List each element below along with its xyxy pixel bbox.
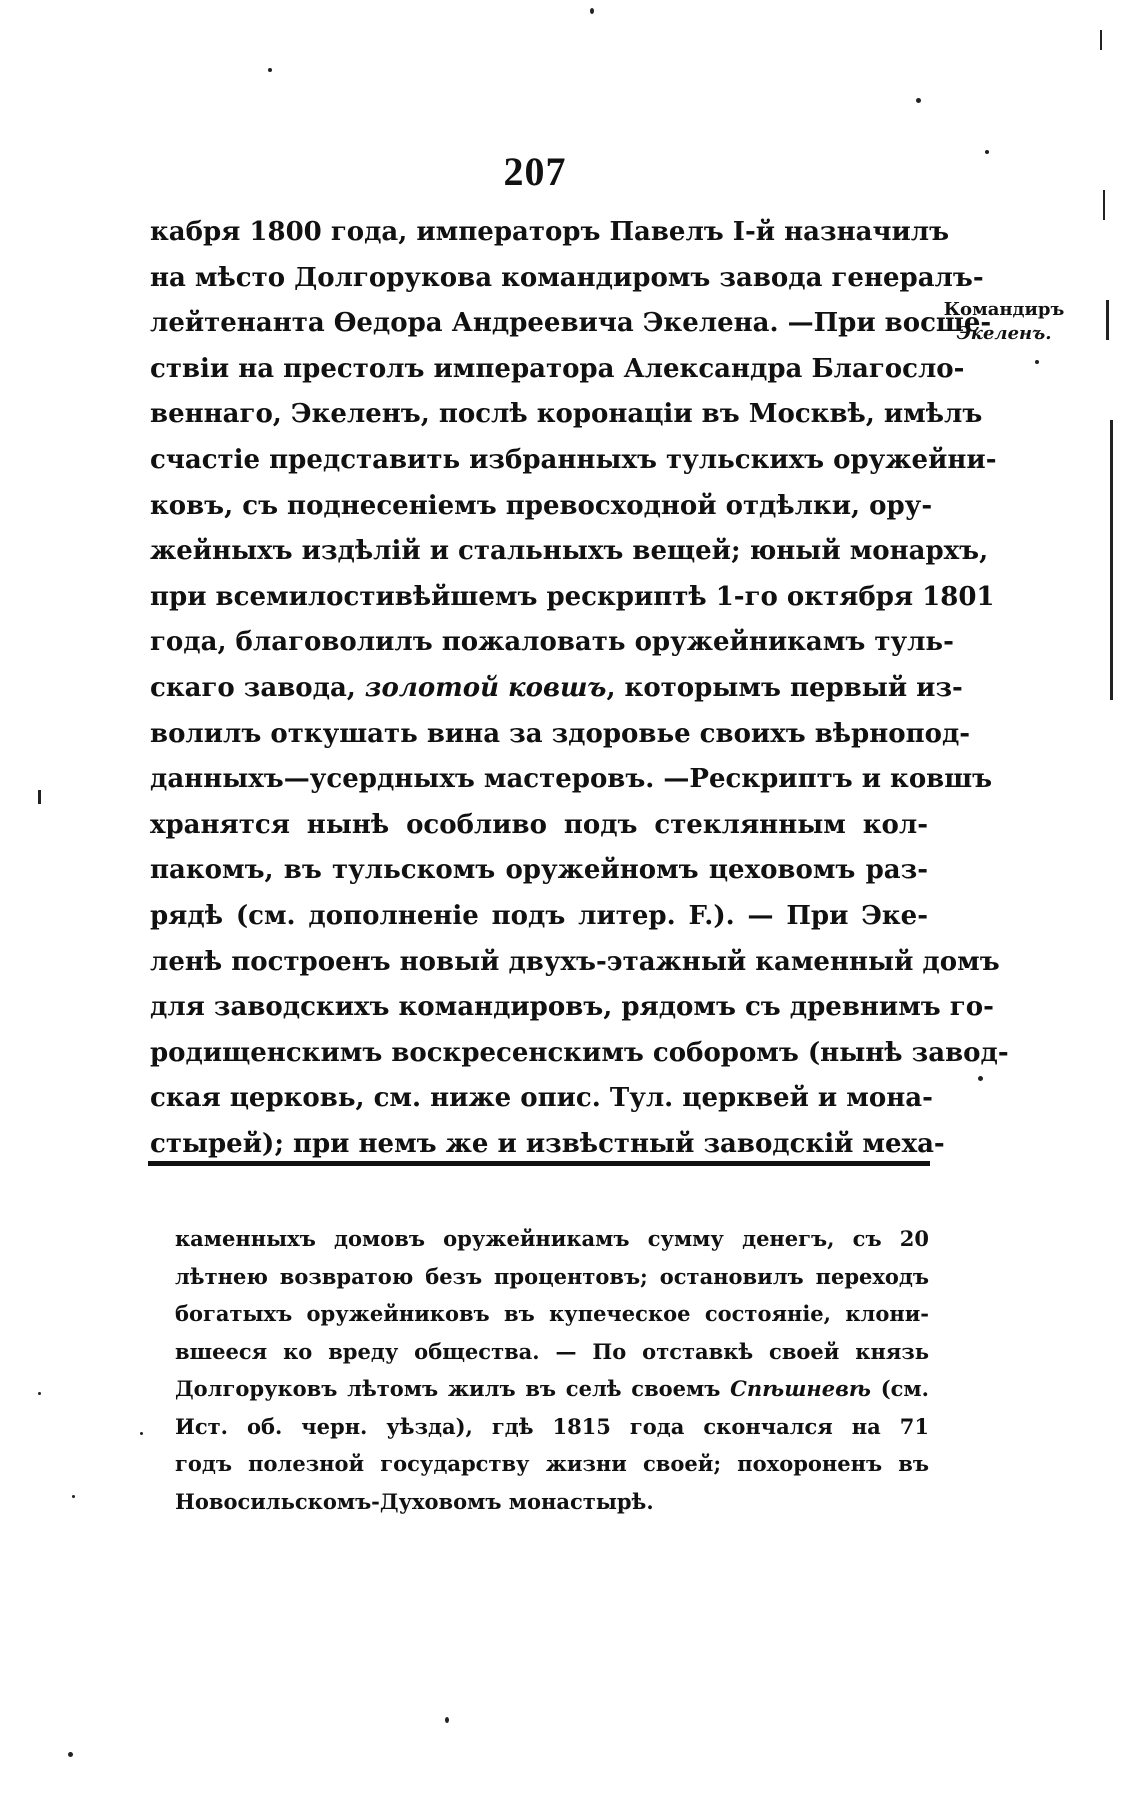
scan-edge-mark [1103, 190, 1105, 220]
scan-edge-mark [1110, 420, 1113, 700]
main-text-line: при всемилостивѣйшемъ рескриптѣ 1-го октября 1801 [150, 581, 995, 612]
scan-speck [38, 1392, 41, 1395]
main-text-line: стырей); при немъ же и извѣстный заводскій меха- [150, 1128, 945, 1159]
scan-edge-mark [1100, 30, 1102, 50]
footnote-line-italic [175, 1370, 929, 1408]
main-text-line: хранятся нынѣ особливо подъ стеклянным кол- [150, 809, 928, 840]
footnote-block [175, 1220, 929, 1520]
scan-speck [445, 1717, 449, 1723]
scan-edge-mark [1106, 300, 1109, 340]
main-text-line: года, благоволилъ пожаловать оружейникамъ туль- [150, 627, 954, 658]
footnote-line: годъ полезной государству жизни своей; похороненъ въ [175, 1451, 929, 1476]
scan-speck [916, 98, 921, 103]
margin-note-line: Экеленъ. [956, 323, 1052, 344]
main-text-line: родищенскимъ воскресенскимъ соборомъ (нынѣ завод- [150, 1037, 1009, 1068]
footnote-line: Ист. об. черн. уѣзда), гдѣ 1815 года скончался на 71 [175, 1413, 929, 1439]
main-text-line: кабря 1800 года, императоръ Павелъ І-й назначилъ [150, 217, 950, 247]
main-text-line: данныхъ—усердныхъ мастеровъ. —Рескриптъ и ковшъ [150, 764, 993, 795]
main-text-line: веннаго, Экеленъ, послѣ коронаціи въ Москвѣ, имѣлъ [150, 399, 983, 430]
text-segment: , которымъ первый из- [606, 672, 963, 703]
page-number: 207 [503, 149, 567, 194]
main-text-line: для заводскихъ командировъ, рядомъ съ древнимъ го- [150, 992, 994, 1023]
footnote-divider [148, 1161, 930, 1166]
main-text-line: пакомъ, въ тульскомъ оружейномъ цеховомъ раз- [150, 855, 928, 886]
scan-speck [1035, 360, 1039, 364]
scan-speck [68, 1752, 73, 1757]
italic-phrase: Спѣшневѣ [730, 1376, 871, 1401]
footnote-line: вшееся ко вреду общества. — По отставкѣ своей князь [175, 1338, 929, 1364]
scan-speck [978, 1076, 983, 1081]
main-text-line: жейныхъ издѣлій и стальныхъ вещей; юный монархъ, [150, 536, 989, 567]
main-text-line: счастіе представить избранныхъ тульскихъ оружейни- [150, 444, 997, 475]
main-text-line: на мѣсто Долгорукова командиромъ завода генералъ- [150, 262, 984, 293]
main-text-line: ская церковь, см. ниже опис. Тул. церквей и мона- [150, 1083, 933, 1114]
footnote-line: каменныхъ домовъ оружейникамъ сумму денегъ, съ 20 [175, 1226, 929, 1251]
margin-note [934, 298, 1074, 346]
scan-speck [268, 68, 272, 72]
text-segment: Долгоруковъ лѣтомъ жилъ въ селѣ своемъ [175, 1376, 731, 1401]
scan-speck [590, 8, 594, 14]
main-text-line: ковъ, съ поднесеніемъ превосходной отдѣлки, ору- [150, 490, 933, 521]
footnote-line: богатыхъ оружейниковъ въ купеческое состояніе, клони- [175, 1301, 929, 1326]
italic-phrase: золотой ковшъ [364, 672, 607, 703]
scan-speck [140, 1432, 143, 1435]
margin-note-line: Командиръ [943, 299, 1065, 320]
main-text-line: рядѣ (см. дополненіе подъ литер. F.). — При Эке- [150, 900, 928, 931]
main-text-line: ствіи на престолъ императора Александра Благосло- [150, 353, 965, 384]
scan-edge-mark [38, 790, 41, 804]
text-segment: (см. [870, 1376, 929, 1401]
main-text-line: лейтенанта Ѳедора Андреевича Экелена. —При восше- [150, 308, 992, 339]
main-text-line: ленѣ построенъ новый двухъ-этажный каменный домъ [150, 946, 1000, 977]
scan-speck [72, 1495, 75, 1498]
footnote-line: лѣтнею возвратою безъ процентовъ; остановилъ переходъ [175, 1263, 929, 1289]
footnote-line: Новосильскомъ-Духовомъ монастырѣ. [175, 1488, 654, 1514]
scan-speck [985, 150, 989, 154]
text-segment: скаго завода, [150, 672, 365, 703]
main-text-line: волилъ откушать вина за здоровье своихъ вѣрнопод- [150, 718, 971, 749]
main-text-line-italic [150, 666, 963, 712]
